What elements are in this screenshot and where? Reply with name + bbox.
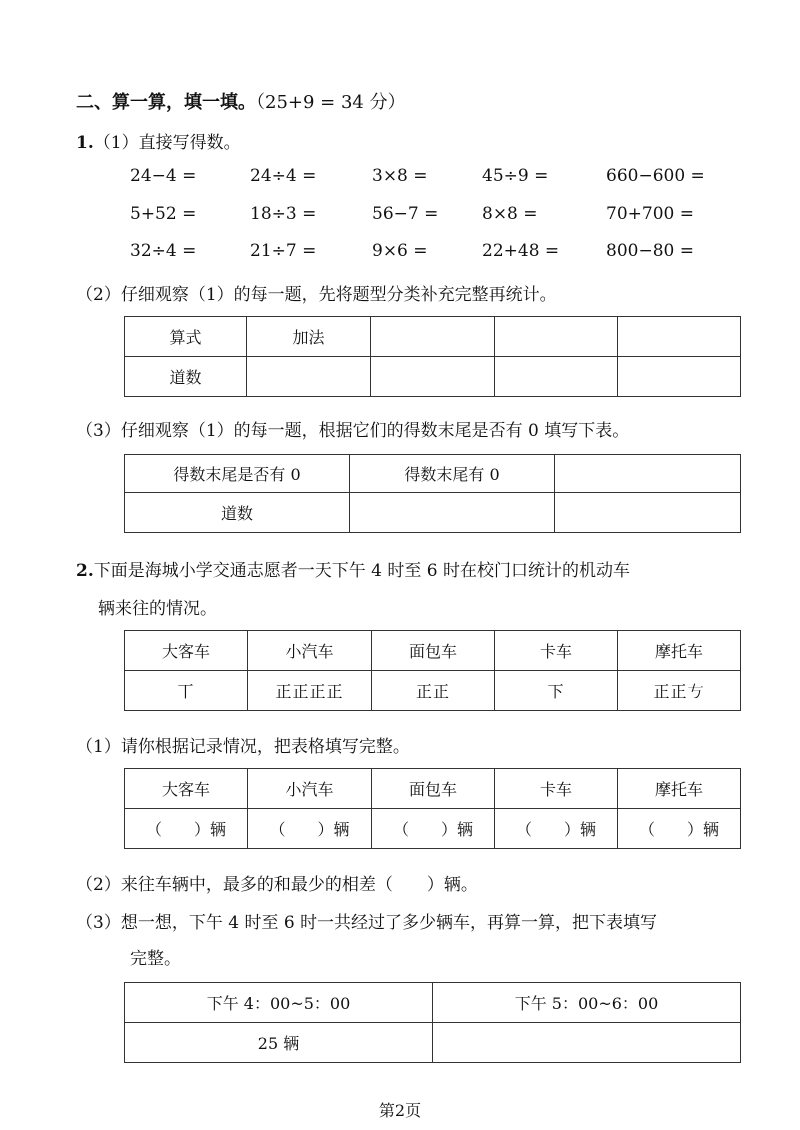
- calc-item: 22+48 =: [482, 241, 560, 261]
- calc-item: 24−4 =: [130, 166, 197, 186]
- calc-item: 800−80 =: [606, 241, 694, 261]
- calc-item: 5+52 =: [130, 204, 197, 224]
- count-blank[interactable]: （ ）辆: [125, 809, 248, 849]
- blank-cell[interactable]: [433, 1023, 741, 1063]
- vehicle-header: 摩托车: [618, 769, 741, 809]
- q1-part1-text: （1）直接写得数。: [93, 133, 241, 153]
- q2-part3-text: （3）想一想，下午 4 时至 6 时一共经过了多少辆车，再算一算，把下表填写: [76, 913, 658, 933]
- vehicle-header: 面包车: [372, 631, 495, 671]
- table-cell: 道数: [125, 357, 247, 397]
- q2-part2-text: （2）来往车辆中，最多的和最少的相差（ ）辆。: [76, 875, 478, 895]
- calc-item: 24÷4 =: [250, 166, 317, 186]
- blank-cell[interactable]: [618, 357, 741, 397]
- table-cell: 道数: [125, 493, 350, 533]
- section-title-text: 二、算一算，填一填。: [76, 92, 256, 113]
- time-header: 下午 4：00~5：00: [125, 983, 433, 1023]
- q2-part3-text-line2: 完整。: [130, 949, 181, 969]
- vehicle-header: 大客车: [125, 631, 248, 671]
- q2-intro-line2: 辆来往的情况。: [98, 599, 217, 619]
- q2-part1-text: （1）请你根据记录情况，把表格填写完整。: [76, 737, 410, 757]
- vehicle-header: 摩托车: [618, 631, 741, 671]
- q1-part1-line: [76, 128, 241, 153]
- vehicle-header: 大客车: [125, 769, 248, 809]
- q2-intro-line: [76, 556, 630, 581]
- vehicle-header: 小汽车: [248, 769, 372, 809]
- blank-cell[interactable]: [371, 357, 495, 397]
- blank-cell[interactable]: [555, 493, 741, 533]
- count-blank[interactable]: （ ）辆: [495, 809, 618, 849]
- q2-intro-text: 下面是海城小学交通志愿者一天下午 4 时至 6 时在校门口统计的机动车: [93, 561, 630, 581]
- calc-item: 660−600 =: [606, 166, 705, 186]
- vehicle-count-table: [124, 768, 741, 849]
- time-header: 下午 5：00~6：00: [433, 983, 741, 1023]
- vehicle-header: 面包车: [372, 769, 495, 809]
- calc-item: 3×8 =: [372, 166, 428, 186]
- blank-cell[interactable]: [555, 455, 741, 493]
- vehicle-header: 小汽车: [248, 631, 372, 671]
- blank-cell[interactable]: [495, 317, 618, 357]
- tally-marks: 正正正正: [248, 671, 372, 711]
- blank-cell[interactable]: [618, 317, 741, 357]
- time-value: 25 辆: [125, 1023, 433, 1063]
- q1-part2-text: （2）仔细观察（1）的每一题，先将题型分类补充完整再统计。: [76, 285, 557, 305]
- vehicle-header: 卡车: [495, 769, 618, 809]
- section-title: [76, 88, 406, 114]
- tally-marks: 正正: [372, 671, 495, 711]
- calc-item: 56−7 =: [372, 204, 439, 224]
- tally-marks: 下: [495, 671, 618, 711]
- zero-ending-table: [124, 454, 741, 533]
- q1-part3-text: （3）仔细观察（1）的每一题，根据它们的得数末尾是否有 0 填写下表。: [76, 421, 630, 441]
- table-cell: 得数末尾是否有 0: [125, 455, 350, 493]
- section-points: （25+9 = 34 分）: [256, 92, 406, 113]
- calc-item: 8×8 =: [482, 204, 538, 224]
- tally-marks: 正正𠀁: [618, 671, 741, 711]
- page-number: 第2页: [378, 1101, 422, 1120]
- blank-cell[interactable]: [350, 493, 555, 533]
- table-cell: 算式: [125, 317, 247, 357]
- table-cell: 得数末尾有 0: [350, 455, 555, 493]
- time-table: [124, 982, 741, 1063]
- tally-table: [124, 630, 741, 711]
- calc-item: 9×6 =: [372, 241, 428, 261]
- blank-cell[interactable]: [247, 357, 371, 397]
- blank-cell[interactable]: [495, 357, 618, 397]
- count-blank[interactable]: （ ）辆: [618, 809, 741, 849]
- q1-label: 1.: [76, 133, 94, 153]
- tally-marks: 丅: [125, 671, 248, 711]
- q2-label: 2.: [76, 561, 94, 581]
- blank-cell[interactable]: [371, 317, 495, 357]
- count-blank[interactable]: （ ）辆: [248, 809, 372, 849]
- classification-table: [124, 316, 741, 397]
- vehicle-header: 卡车: [495, 631, 618, 671]
- calc-item: 18÷3 =: [250, 204, 317, 224]
- table-cell: 加法: [247, 317, 371, 357]
- count-blank[interactable]: （ ）辆: [372, 809, 495, 849]
- calc-item: 21÷7 =: [250, 241, 317, 261]
- calc-item: 32÷4 =: [130, 241, 197, 261]
- calc-item: 70+700 =: [606, 204, 694, 224]
- calc-item: 45÷9 =: [482, 166, 549, 186]
